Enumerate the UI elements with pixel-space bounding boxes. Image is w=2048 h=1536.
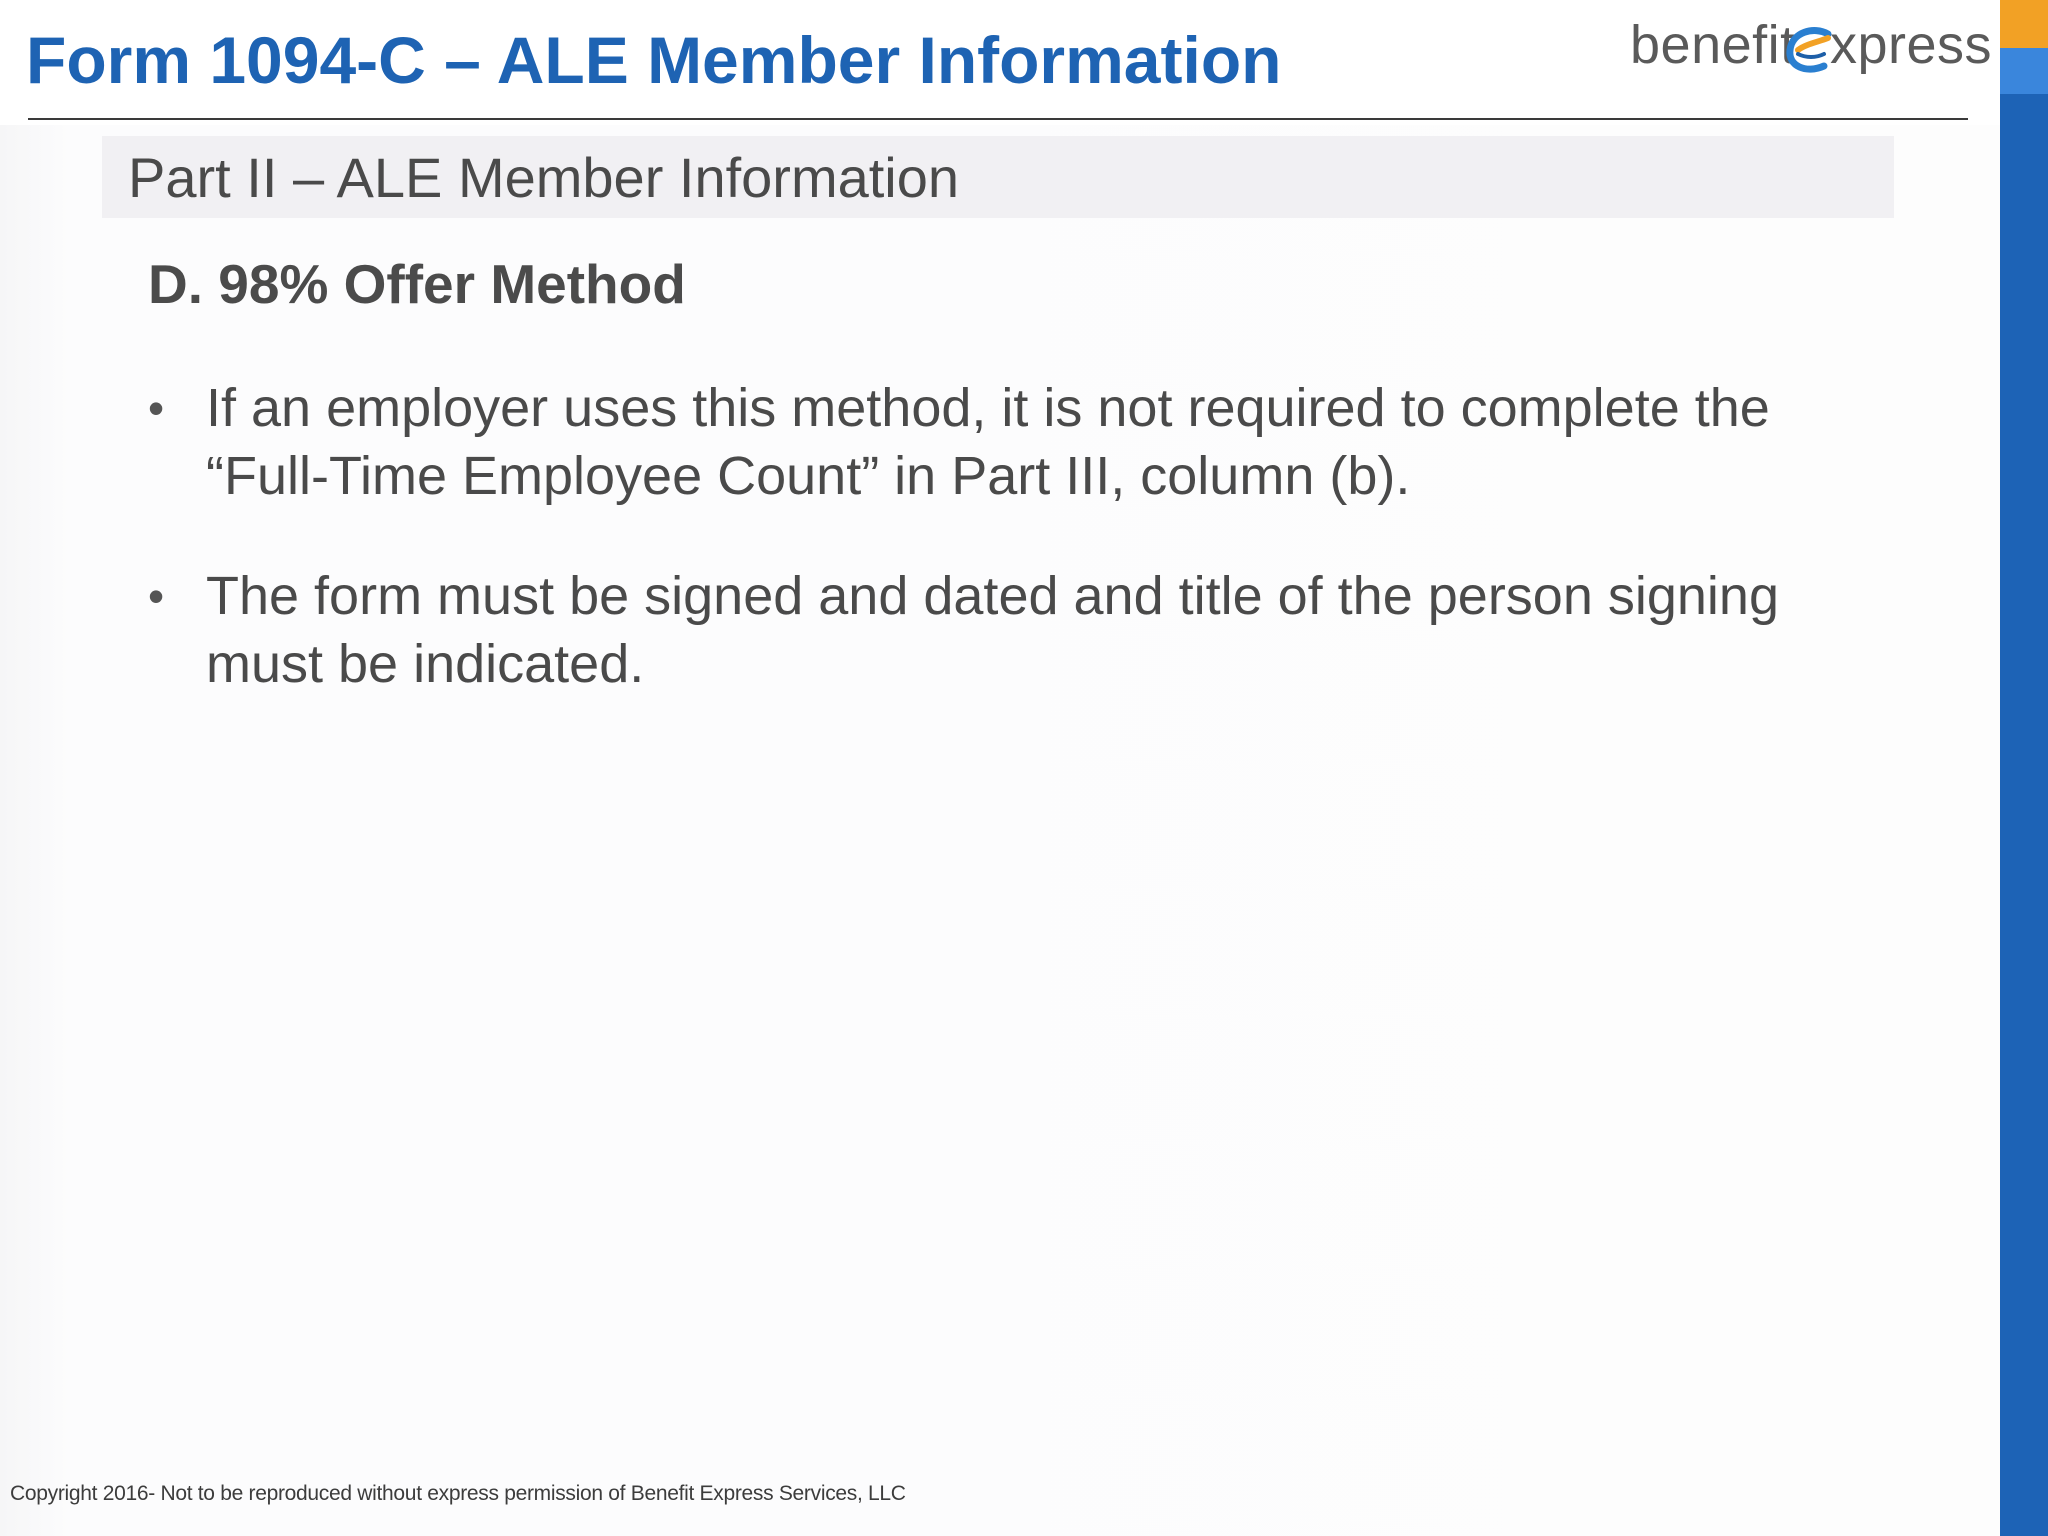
bullet-text-line: must be indicated. bbox=[206, 634, 645, 694]
bullet-text-line: If an employer uses this method, it is not required to complete the bbox=[206, 378, 1770, 438]
bullet-marker: • bbox=[148, 570, 165, 622]
brand-sidebar-accent bbox=[2000, 0, 2048, 48]
bullet-text-line: The form must be signed and dated and title of the person signing bbox=[206, 566, 1779, 626]
bullet-item bbox=[148, 374, 1908, 510]
title-divider bbox=[28, 118, 1968, 120]
slide-background bbox=[0, 125, 2000, 1536]
bullet-marker: • bbox=[148, 382, 165, 434]
copyright-footer: Copyright 2016- Not to be reproduced without express permission of Benefit Express Services, LLC bbox=[10, 1482, 906, 1505]
subheading: D. 98% Offer Method bbox=[148, 253, 686, 315]
section-title: Part II – ALE Member Information bbox=[128, 146, 960, 209]
swoosh-e-icon bbox=[1784, 24, 1836, 76]
bullet-item bbox=[148, 562, 1908, 698]
brand-sidebar-stripe bbox=[2000, 48, 2048, 94]
logo-text-left: benefit bbox=[1630, 15, 1796, 75]
logo-text-right: xpress bbox=[1830, 15, 1993, 75]
benefit-express-logo bbox=[1630, 14, 1993, 84]
bullet-text-line: “Full-Time Employee Count” in Part III, column (b). bbox=[206, 446, 1411, 506]
brand-sidebar bbox=[2000, 0, 2048, 1536]
bullet-list bbox=[148, 374, 1908, 750]
slide-title: Form 1094-C – ALE Member Information bbox=[26, 23, 1282, 97]
